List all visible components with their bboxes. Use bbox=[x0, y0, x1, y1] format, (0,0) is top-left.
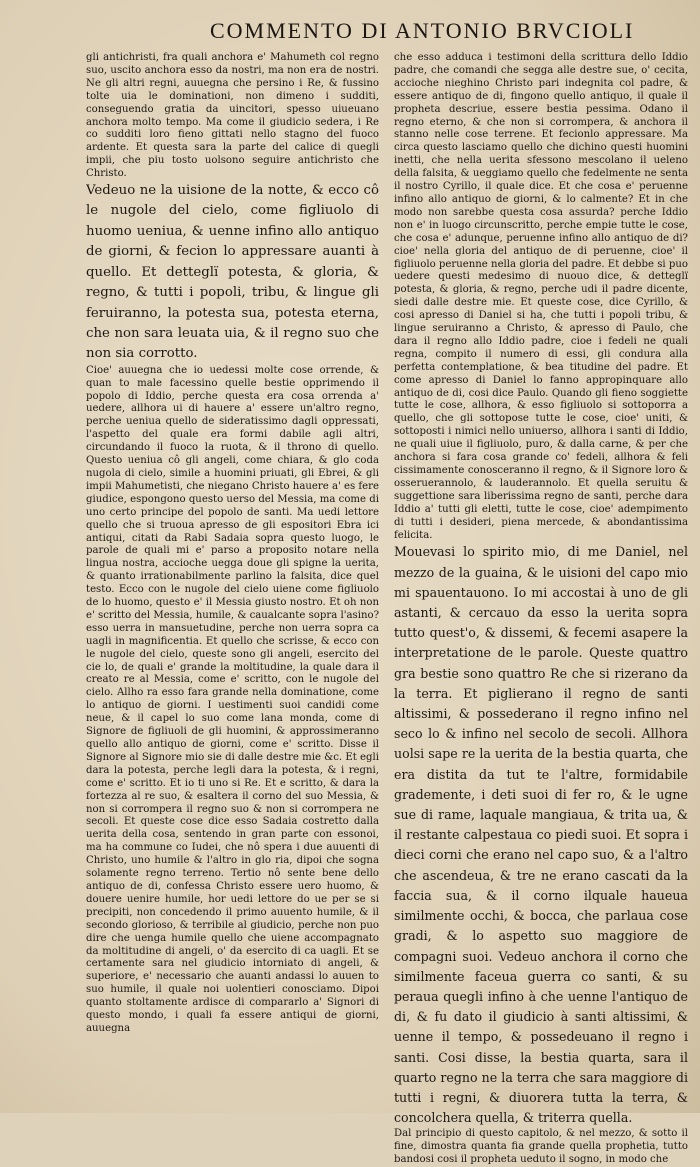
left-column bbox=[86, 52, 379, 1036]
paragraph-scripture-verse: Vedeuo ne la uisione de la notte, & ecco cô le nugole del cielo, come figliuolo di huomo ueniua, & uenne infino allo antiquo de giorni, & fecion lo appressare auanti à quello. Et detteglï potesta, & gloria, & regno, & tutti i popoli, tribu, & lingue gli feruiranno, la potesta sua, potesta eterna, che non sara leuata uia, & il regno suo che non sia corrotto. bbox=[86, 183, 379, 362]
paragraph-commentary-2: Cioe' auuegna che io uedessi molte cose orrende, & quan to male facessino quelle bestie opprimendo il popolo di Iddio, perche questa era cosa orrenda a' uedere, allhora ui di hauere a' essere un'altro regno, perche ueniua quello de sideratissimo dagli oppressati, l'aspetto del quale era formi dabile agli altri, circundando il fuoco la ruota, & il throno di quello. Questo ueniua cô gli angeli, come chiara, & glo coda nugola di cielo, simile a huomini priuati, gli Ebrei, & gli impii Mahumetisti, che niegano Christo hauere a' es fere giudice, espongono questo uerso del Messia, ma come di uno certo principe del popolo de santi. Ma uedi lettore quello che si truoua apresso de gli espositori Ebra ici antiqui, citati da Rabi Sadaia sopra questo luogo, le parole de quali mi e' parso a proposito notare nella lingua nostra, accioche uegga doue gli spigne la uerita, & quanto irrationabilmente parlino la falsita, dice quel testo. Ecco con le nugole del cielo uiene come figliuolo de lo huomo, questo e' il Messia giusto nostro. Et oh non e' scritto del Messia, humile, & caualcante sopra l'asino? esso uerra in mansuetudine, perche non uerra sopra ca uagli in magnificentia. Et quello che scrisse, & ecco con le nugole del cielo, queste sono gli angeli, esercito del cie lo, de quali e' grande la moltitudine, la quale dara il creato re al Messia, come e' scritto, con le nugole del cielo. Allho ra esso fara grande nella dominatione, come lo antiquo de giorni. I uestimenti suoi candidi come neue, & il capel lo suo come lana monda, come di Signore de figliuoli de gli huomini, & approssimeranno quello allo antiquo de giorni, come e' scritto. Disse il Signore al Signore mio sie di dalle destre mie &c. Et egli dara la potesta, perche legli dara la potesta, & i regni, come e' scritto. Et io ti uno si Re. Et e scritto, & dara la fortezza al re suo, & esaltera il corno del suo Messia, & non si corrompera il regno suo & non si corrompera ne secoli. Et queste cose dice esso Sadaia costretto dalla uerita della cosa, sentendo in gran parte con essonoi, ma ha commune co Iudei, che nô spera i due auuenti di Christo, uno humile & l'altro in glo ria, dipoi che sogna solamente regno terreno. Tertio nô sente bene dello antiquo de di, confessa Christo essere uero huomo, & douere uenire humile, hor uedi lettore do ue per se si precipiti, non concedendo il primo auuento humile, & il secondo glorioso, & terribile al giudicio, perche non puo dire che uenga humile quello che uiene accompagnato da moltitudine di angeli, o' da esercito di ca uagli. Et se certamente sara nel giudicio intorniato di angeli, & superiore, e' necessario che auanti andassi lo auuen to suo humile, il quale noi uolentieri conosciamo. Dipoi quanto stoltamente ardisce di compararlo a' Signori di questo mondo, i quali fa essere antiqui de giorni, auuegna bbox=[86, 364, 379, 1034]
paragraph-scripture-verse-2: Mouevasi lo spirito mio, di me Daniel, nel mezzo de la guaina, & le uisioni del capo mio mi spauentauono. Io mi accostai à uno de gli astanti, & cercauo da esso la uerita sopra tutto quest'o, & dissemi, & fecemi asapere la interpretatione de le parole. Queste quattro gra bestie sono quattro Re che si rizerano da la terra. Et piglierano il regno de santi altissimi, & possederano il regno infino nel seco lo & infino nel secolo de secoli. Allhora uolsi sape re la uerita de la bestia quarta, che era distita da tut te l'altre, formidabile grademente, i deti suoi di fer ro, & le ugne sue di rame, laquale mangiaua, & trita ua, & il restante calpestaua co piedi suoi. Et sopra i dieci corni che erano nel capo suo, & a l'altro che ascendeua, & tre ne erano cascati da la faccia sua, & il corno ilquale haueua similmente occhi, & bocca, che parlaua cose gradi, & lo aspetto suo maggiore de compagni suoi. Vedeuo anchora il corno che similmente faceua guerra co santi, & su peraua quegli infino à che uenne l'antiquo de di, & fu dato il giudicio à santi altissimi, & uenne il tempo, & possedeuano il regno i santi. Cosi disse, la bestia quarta, sara il quarto regno ne la terra che sara maggiore di tutti i regni, & diuorera tutta la terra, & concolchera quella, & triterra quella. bbox=[394, 544, 688, 1126]
paragraph-commentary-4: Dal principio di questo capitolo, & nel mezzo, & sotto il fine, dimostra quanta fia grande quella prophetia, tutto bandosi cosi il propheta ueduto il sogno, in modo che bbox=[394, 1128, 688, 1166]
paragraph-commentary-3: che esso adduca i testimoni della scrittura dello Iddio padre, che comandi che segga alle destre sue, o' cecita, accioche nieghino Christo pari indegnita col padre, & essere antiquo de di, fingono quello antiquo, il quale il propheta descriue, essere bestia pessima. Odano il regno eterno, & che non si corrompera, & anchora il stanno nelle cose terrene. Et fecionlo appressare. Ma circa questo lasciamo quello che dichino questi huomini inetti, che nella uerita sfessono mescolano il ueleno della falsita, & ueggiamo quello che fedelmente ne senta il nostro Cyrillo, il quale dice. Et che cosa e' peruenne infino allo antiquo de giorni, & lo calmente? Et in che modo non sarebbe questa cosa assurda? perche Iddio non e' in luogo circunscritto, perche empie tutte le cose, che cosa e' adunque, peruenne infino allo antiquo de di? cioe' nella gloria del antiquo de di peruenne, cioe' il figliuolo peruenne nella gloria del padre. Et debbe si puo uedere questi medesimo di nuouo dice, & detteglï potesta, & gloria, & regno, perche udi il padre dicente, siedi dalle destre mie. Et queste cose, dice Cyrillo, & cosi apresso di Daniel si ha, che tutti i popoli tribu, & lingue seruiranno a Christo, & apresso di Paulo, che dara il regno allo Iddio padre, cioe i fedeli ne quali regna, compito il numero di essi, gli condura alla perfetta contemplatione, & bea titudine del padre. Et come apresso di Daniel lo fanno appropinquare allo antiquo de di, cosi dice Paulo. Quando gli fieno soggiette tutte le cose, allhora, & esso figliuolo si sottoporra a quello, che gli sottopose tutte le cose, cioe' uniti, & sottoposti i nimici nello uniuerso, allhora i santi di Iddio, ne quali uiue il figliuolo, puro, & dalla carne, & per che anchora si fara cosa grande co' fedeli, allhora & feli cissimamente conosceranno il regno, & il Signore loro & osseruerannolo, & lauderannolo. Et quella seruitu & suggettione sara liberissima regno de santi, perche dara Iddio a' tutti gli eletti, tutte le cose, cioe' adempimento di tutti i desideri, piena mercede, & abondantissima felicita. bbox=[394, 52, 688, 541]
paragraph-commentary-1: gli antichristi, fra quali anchora e' Mahumeth col regno suo, uscito anchora esso da nostri, ma non era de nostri. Ne gli altri regni, auuegna che persino i Re, & fussino tolte uia le dominationi, non dimeno i sudditi, conseguendo gratia da uincitori, spesso uiueuano anchora molto tempo. Ma come il giudicio sedera, i Re co sudditi loro fieno gittati nello stagno del fuoco ardente. Et questa sara la parte del calice di quegli impii, che piu tosto uolsono seguire antichristo che Christo. bbox=[86, 52, 379, 180]
right-column bbox=[394, 52, 688, 1167]
running-header: COMMENTO DI ANTONIO BRVCIOLI bbox=[210, 18, 635, 43]
